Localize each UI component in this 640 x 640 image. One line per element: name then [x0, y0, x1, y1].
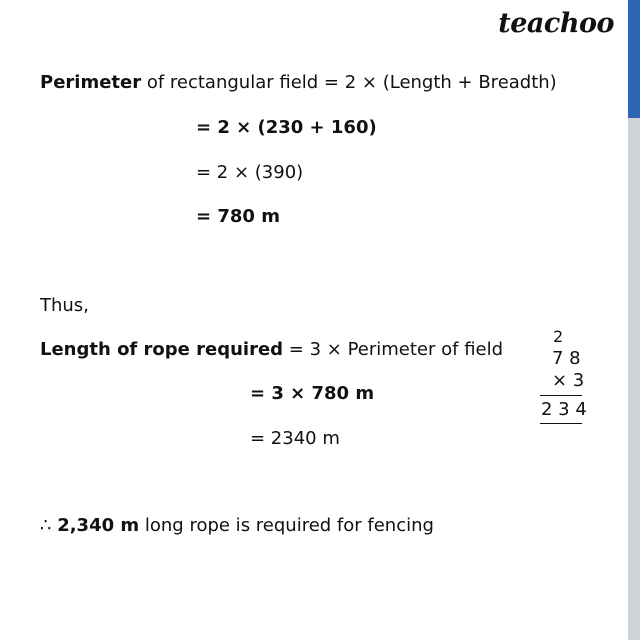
calc-top: 7 8 [552, 348, 581, 369]
calc-result: 2 3 4 [541, 399, 587, 420]
calc-multiplier: × 3 [552, 370, 585, 391]
conclusion-value: 2,340 m [57, 515, 140, 536]
thus-text: Thus, [40, 295, 89, 316]
calc-rule-top [540, 395, 582, 396]
rope-formula: = 3 × Perimeter of field [283, 339, 504, 360]
conclusion-text: long rope is required for fencing [139, 515, 434, 536]
perimeter-label: Perimeter [40, 72, 142, 93]
scrollbar-thumb[interactable] [628, 0, 640, 118]
rope-label: Length of rope required [40, 339, 284, 360]
perimeter-result: = 780 m [196, 206, 280, 227]
calc-rule-bottom [540, 423, 582, 424]
therefore-symbol: ∴ [40, 515, 58, 536]
perimeter-step-1: = 2 × (230 + 160) [196, 117, 377, 138]
rope-formula-line [40, 339, 503, 361]
rope-result: = 2340 m [250, 428, 340, 449]
perimeter-formula-line [40, 72, 557, 94]
rope-step-1: = 3 × 780 m [250, 383, 375, 404]
calc-carry: 2 [553, 327, 564, 346]
perimeter-formula: of rectangular field = 2 × (Length + Breadth) [141, 72, 557, 93]
perimeter-step-2: = 2 × (390) [196, 162, 304, 183]
teachoo-logo: teachoo [498, 8, 614, 39]
conclusion-line [40, 515, 434, 537]
